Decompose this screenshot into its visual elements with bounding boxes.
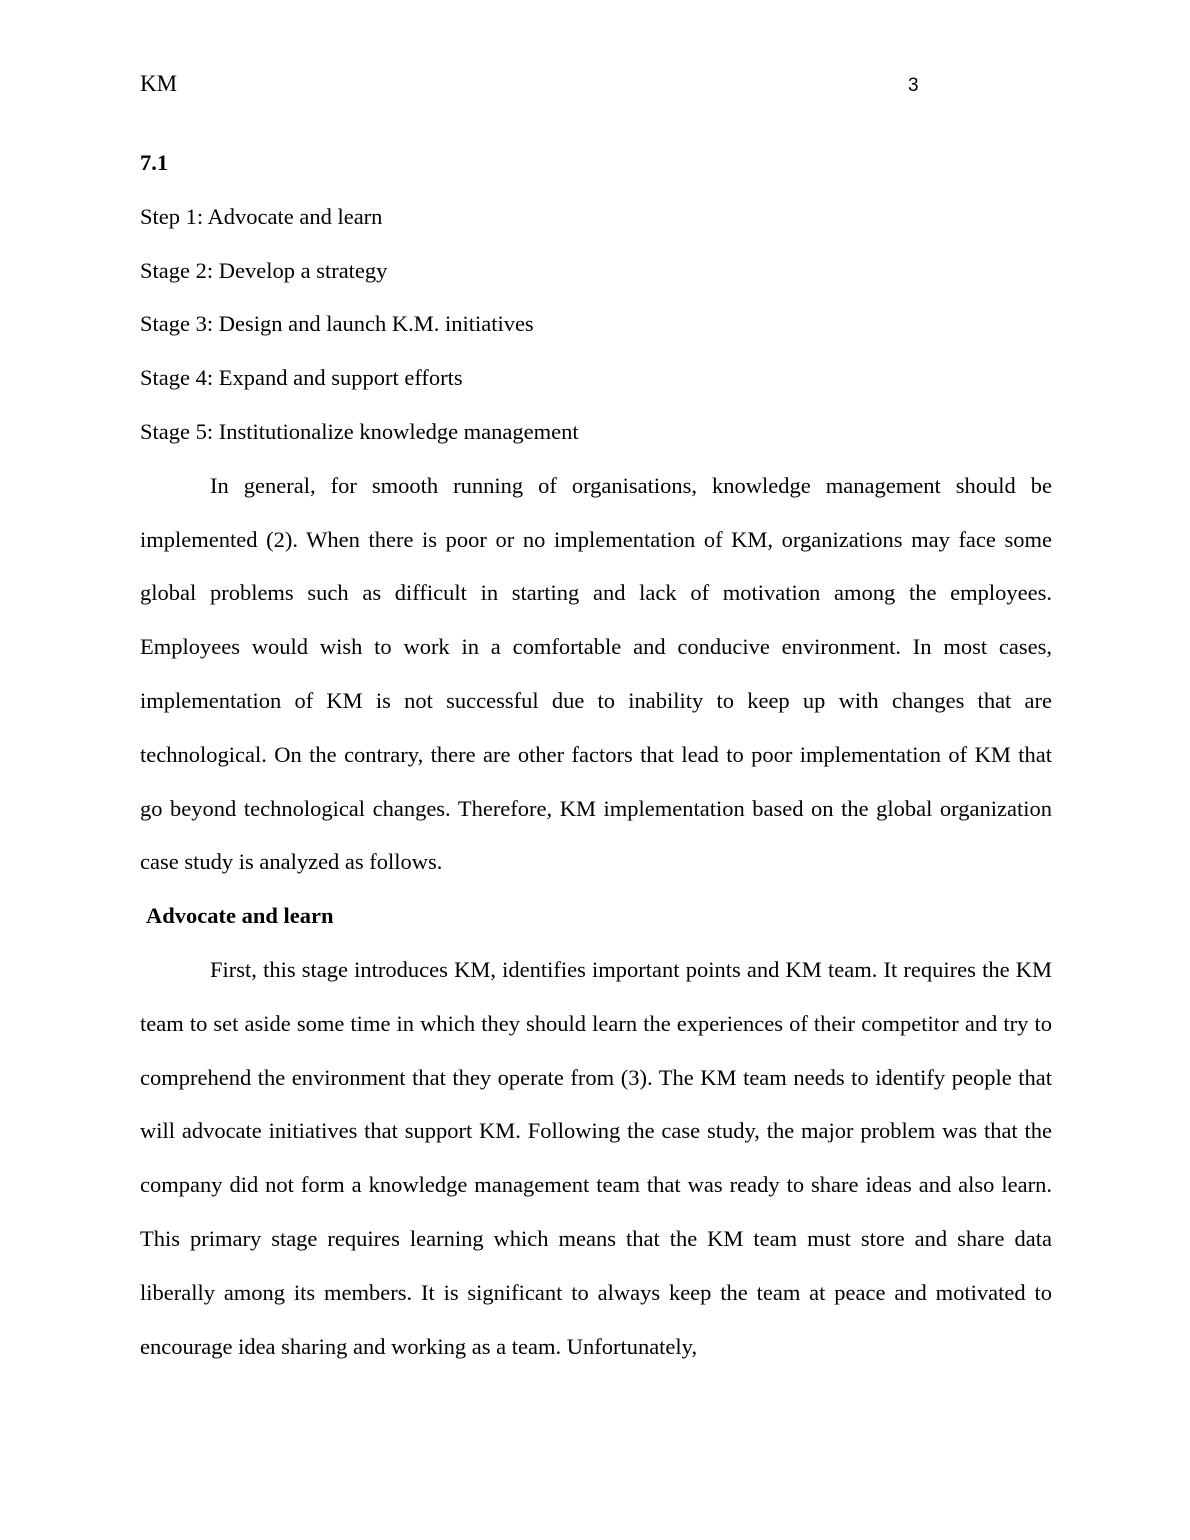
stage-item-3: Stage 3: Design and launch K.M. initiatives — [140, 311, 534, 337]
body-paragraph-intro: In general, for smooth running of organisations, knowledge management should be implemented (2). When there is poor or no implementation of KM, organizations may face some global problems such as difficult in starting and lack of motivation among the employees. Employees would wish to work in a comfortable and conducive environment. In most cases, implementation of KM is not successful due to inability to keep up with changes that are technological. On the contrary, there are other factors that lead to poor implementation of KM that go beyond technological changes. Therefore, KM implementation based on the global organization case study is analyzed as follows. — [140, 472, 1052, 875]
running-title: KM — [140, 71, 178, 96]
document-body — [140, 136, 1052, 1373]
subheading-advocate-learn: Advocate and learn — [146, 903, 334, 929]
stage-item-1: Step 1: Advocate and learn — [140, 203, 383, 229]
stage-item-2: Stage 2: Develop a strategy — [140, 257, 388, 283]
stage-item-5: Stage 5: Institutionalize knowledge management — [140, 418, 579, 444]
stage-item-4: Stage 4: Expand and support efforts — [140, 365, 463, 391]
page-number: 3 — [908, 75, 919, 96]
section-heading: 7.1 — [140, 150, 169, 175]
body-paragraph-advocate: First, this stage introduces KM, identifies important points and KM team. It requires the KM team to set aside some time in which they should learn the experiences of their competitor and try to comprehend the environment that they operate from (3). The KM team needs to identify people that will advocate initiatives that support KM. Following the case study, the major problem was that the company did not form a knowledge management team that was ready to share ideas and also learn. This primary stage requires learning which means that the KM team must store and share data liberally among its members. It is significant to always keep the team at peace and motivated to encourage idea sharing and working as a team. Unfortunately, — [140, 956, 1052, 1359]
